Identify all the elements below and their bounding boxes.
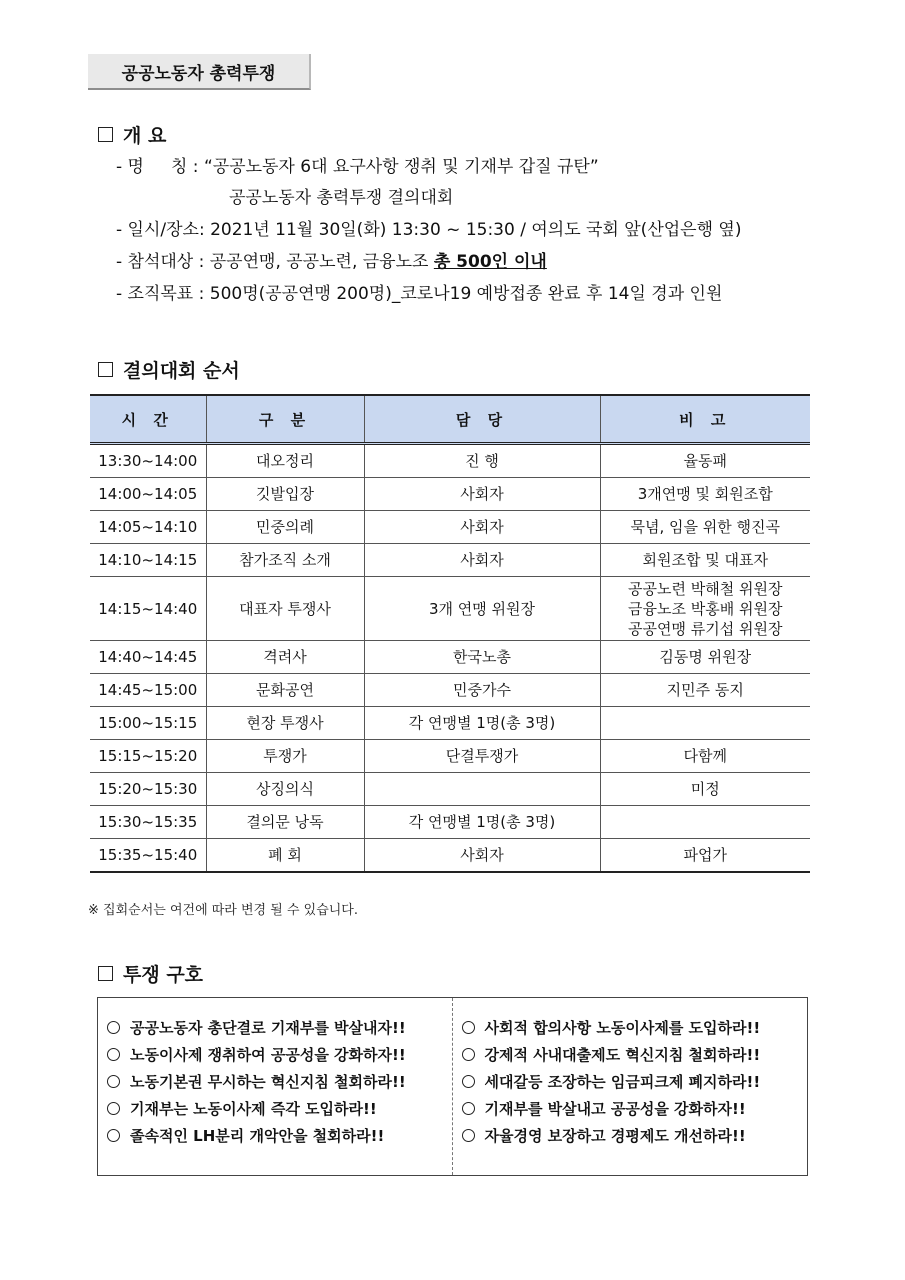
slogans-right-column	[453, 998, 808, 1175]
table-row	[90, 740, 810, 773]
cell-time: 14:05~14:10	[90, 511, 206, 544]
cell-remarks: 김동명 위원장	[600, 641, 810, 674]
cell-remarks: 묵념, 임을 위한 행진곡	[600, 511, 810, 544]
cell-time: 15:35~15:40	[90, 839, 206, 873]
cell-category: 문화공연	[206, 674, 364, 707]
cell-charge: 민중가수	[364, 674, 600, 707]
cell-charge: 진 행	[364, 444, 600, 478]
checkbox-square-icon	[98, 966, 113, 981]
header-remarks: 비 고	[600, 395, 810, 444]
cell-time: 13:30~14:00	[90, 444, 206, 478]
schedule-note: ※ 집회순서는 여건에 따라 변경 될 수 있습니다.	[88, 903, 358, 918]
slogan-item: 기재부는 노동이사제 즉각 도입하라!!	[107, 1095, 452, 1122]
cell-category: 대표자 투쟁사	[206, 577, 364, 641]
cell-remarks: 공공노련 박해철 위원장 금융노조 박홍배 위원장 공공연맹 류기섭 위원장	[600, 577, 810, 641]
table-row	[90, 773, 810, 806]
cell-remarks: 회원조합 및 대표자	[600, 544, 810, 577]
circle-bullet-icon	[462, 1102, 475, 1115]
cell-time: 15:30~15:35	[90, 806, 206, 839]
slogan-item: 강제적 사내대출제도 혁신지침 철회하라!!	[462, 1041, 808, 1068]
slogan-item: 공공노동자 총단결로 기재부를 박살내자!!	[107, 1014, 452, 1041]
table-row	[90, 478, 810, 511]
cell-charge	[364, 773, 600, 806]
cell-charge: 한국노총	[364, 641, 600, 674]
slogan-item: 기재부를 박살내고 공공성을 강화하자!!	[462, 1095, 808, 1122]
header-category: 구 분	[206, 395, 364, 444]
schedule-table	[90, 394, 810, 873]
cell-remarks: 다함께	[600, 740, 810, 773]
table-row	[90, 674, 810, 707]
table-row	[90, 641, 810, 674]
table-row	[90, 839, 810, 873]
cell-remarks: 미정	[600, 773, 810, 806]
cell-remarks	[600, 806, 810, 839]
cell-charge: 3개 연맹 위원장	[364, 577, 600, 641]
slogan-item: 졸속적인 LH분리 개악안을 철회하라!!	[107, 1122, 452, 1149]
cell-remarks: 율동패	[600, 444, 810, 478]
schedule-heading: 결의대회 순서	[98, 356, 240, 383]
cell-charge: 각 연맹별 1명(총 3명)	[364, 707, 600, 740]
table-row	[90, 444, 810, 478]
slogan-item: 노동기본권 무시하는 혁신지침 철회하라!!	[107, 1068, 452, 1095]
overview-name-line2: 공공노동자 총력투쟁 결의대회	[229, 188, 454, 208]
cell-category: 참가조직 소개	[206, 544, 364, 577]
cell-charge: 사회자	[364, 839, 600, 873]
circle-bullet-icon	[462, 1021, 475, 1034]
cell-time: 14:00~14:05	[90, 478, 206, 511]
table-row	[90, 544, 810, 577]
table-header-row	[90, 395, 810, 444]
slogans-box	[97, 997, 808, 1176]
cell-time: 15:00~15:15	[90, 707, 206, 740]
cell-charge: 사회자	[364, 511, 600, 544]
cell-category: 투쟁가	[206, 740, 364, 773]
cell-category: 상징의식	[206, 773, 364, 806]
circle-bullet-icon	[462, 1129, 475, 1142]
slogan-item: 노동이사제 쟁취하여 공공성을 강화하자!!	[107, 1041, 452, 1068]
circle-bullet-icon	[107, 1075, 120, 1088]
circle-bullet-icon	[107, 1129, 120, 1142]
header-time: 시 간	[90, 395, 206, 444]
cell-time: 14:15~14:40	[90, 577, 206, 641]
cell-charge: 사회자	[364, 478, 600, 511]
cell-time: 15:15~15:20	[90, 740, 206, 773]
circle-bullet-icon	[107, 1102, 120, 1115]
circle-bullet-icon	[107, 1048, 120, 1061]
circle-bullet-icon	[462, 1048, 475, 1061]
overview-name-line: - 명 칭 : “공공노동자 6대 요구사항 쟁취 및 기재부 갑질 규탄”	[116, 157, 599, 177]
cell-charge: 단결투쟁가	[364, 740, 600, 773]
overview-datetime: - 일시/장소: 2021년 11월 30일(화) 13:30 ~ 15:30 / 여의도 국회 앞(산업은행 옆)	[116, 220, 742, 240]
cell-category: 대오정리	[206, 444, 364, 478]
document-title: 공공노동자 총력투쟁	[88, 54, 311, 90]
overview-heading: 개 요	[98, 121, 166, 148]
cell-category: 폐 회	[206, 839, 364, 873]
cell-category: 격려사	[206, 641, 364, 674]
circle-bullet-icon	[462, 1075, 475, 1088]
cell-category: 현장 투쟁사	[206, 707, 364, 740]
checkbox-square-icon	[98, 362, 113, 377]
table-row	[90, 577, 810, 641]
cell-remarks: 3개연맹 및 회원조합	[600, 478, 810, 511]
cell-time: 14:10~14:15	[90, 544, 206, 577]
cell-remarks	[600, 707, 810, 740]
cell-category: 결의문 낭독	[206, 806, 364, 839]
attendees-limit: 총 500인 이내	[433, 252, 547, 272]
overview-attendees: - 참석대상 : 공공연맹, 공공노련, 금융노조 총 500인 이내	[116, 252, 547, 272]
circle-bullet-icon	[107, 1021, 120, 1034]
cell-charge: 사회자	[364, 544, 600, 577]
cell-remarks: 파업가	[600, 839, 810, 873]
cell-category: 민중의례	[206, 511, 364, 544]
checkbox-square-icon	[98, 127, 113, 142]
cell-charge: 각 연맹별 1명(총 3명)	[364, 806, 600, 839]
slogan-item: 사회적 합의사항 노동이사제를 도입하라!!	[462, 1014, 808, 1041]
table-row	[90, 511, 810, 544]
slogans-left-column	[98, 998, 453, 1175]
overview-goal: - 조직목표 : 500명(공공연맹 200명)_코로나19 예방접종 완료 후 14일 경과 인원	[116, 284, 723, 304]
slogan-item: 세대갈등 조장하는 임금피크제 폐지하라!!	[462, 1068, 808, 1095]
cell-time: 14:40~14:45	[90, 641, 206, 674]
cell-time: 14:45~15:00	[90, 674, 206, 707]
slogans-heading: 투쟁 구호	[98, 960, 203, 987]
cell-category: 깃발입장	[206, 478, 364, 511]
cell-time: 15:20~15:30	[90, 773, 206, 806]
table-row	[90, 707, 810, 740]
slogan-item: 자율경영 보장하고 경평제도 개선하라!!	[462, 1122, 808, 1149]
cell-remarks: 지민주 동지	[600, 674, 810, 707]
header-charge: 담 당	[364, 395, 600, 444]
table-row	[90, 806, 810, 839]
